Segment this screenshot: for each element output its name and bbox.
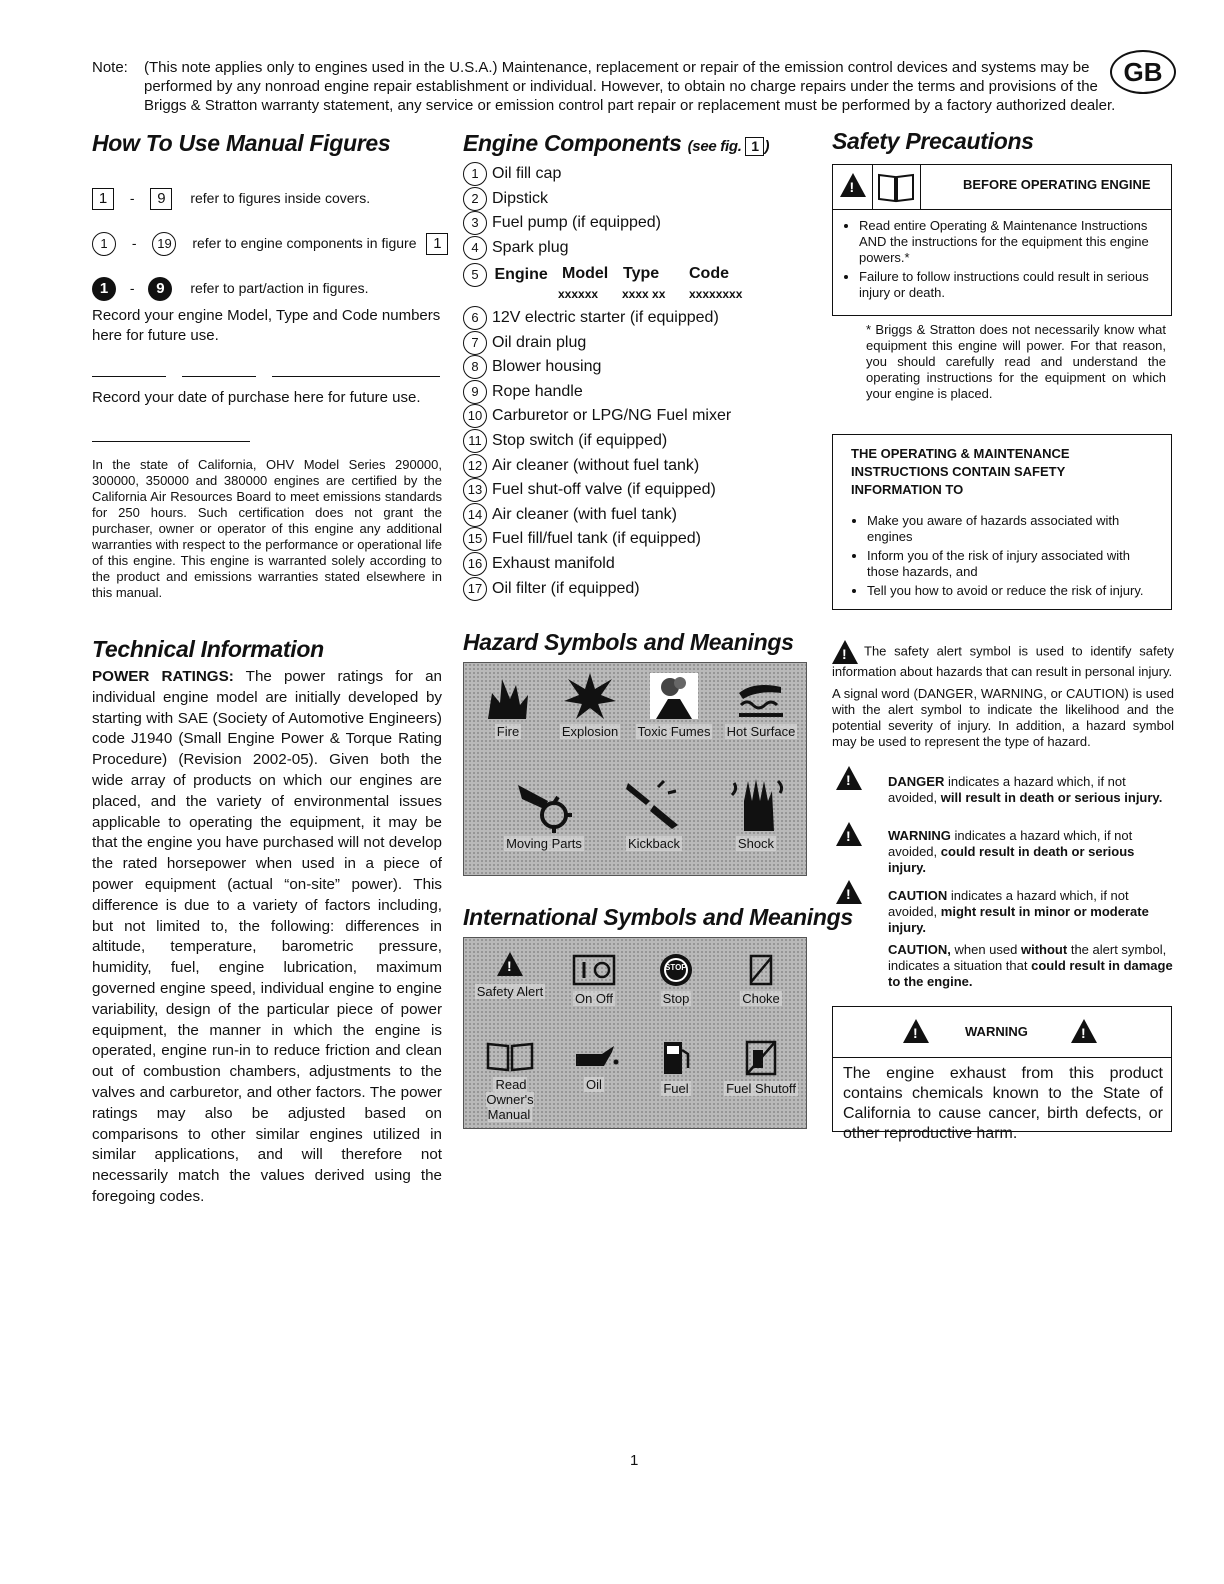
list-item: 16 Exhaust manifold [463,552,731,577]
list-item: 12 Air cleaner (without fuel tank) [463,454,731,479]
fuel-shutoff-symbol: Fuel Shutoff [720,1038,802,1096]
list-item: • Read entire Operating & Maintenance Instructions AND the instructions for the equipment this engine powers.* [859,218,1161,266]
hazard-title: Hazard Symbols and Meanings [463,629,794,655]
fire-icon [480,671,536,721]
choke-symbol: Choke [720,952,802,1006]
hot-surface-icon [733,671,789,721]
international-symbols-panel [463,937,807,1129]
circled-number-icon: 1 [92,232,116,256]
safety-alert-icon [836,766,862,790]
toxic-fumes-icon [646,671,702,721]
california-certification: In the state of California, OHV Model Series 290000, 300000, 350000 and 380000 engines are certified by the California Air Resources Board to meet emissions standards for 250 hours. Such certification does not grant the purchaser, owner or operator of this engine any additional warranties with respect to the performance or operational life of this engine. This engine is warranted solely according to the product and emissions warranties stated elsewhere in this manual. [92,457,442,600]
caution-no-symbol-text: CAUTION, when used without the alert symbol, indicates a situation that could result in damage to the engine. [888,942,1173,989]
choke-icon [741,952,781,988]
before-operating-list [845,218,1161,301]
how-to-title: How To Use Manual Figures [92,130,391,156]
safety-alert-icon [836,822,862,846]
moving-parts-icon [514,775,574,833]
book-icon [873,165,919,209]
page-number: 1 [630,1452,639,1469]
caution-alert [836,880,862,904]
list-item: • Inform you of the risk of injury associated with those hazards, and [867,548,1161,580]
list-item: 14 Air cleaner (with fuel tank) [463,503,731,528]
how-to-row-figures: 1 - 9 refer to figures inside covers. [92,188,370,210]
explosion-icon [562,671,618,721]
safety-alert-icon [832,640,858,664]
instructions-list [867,513,1161,599]
model-blank [92,376,166,377]
type-blank [182,376,256,377]
safety-alert-icon [1071,1019,1097,1043]
figure-box-icon: 1 [92,188,114,210]
intl-title: International Symbols and Meanings [463,904,853,930]
moving-parts-symbol: Moving Parts [494,775,594,851]
stop-symbol: STOP Stop [636,952,716,1006]
read-manual-symbol: Read Owner's Manual [470,1038,550,1122]
list-item: 8 Blower housing [463,355,731,380]
safety-alert-icon [497,952,523,976]
list-item: • Make you aware of hazards associated with engines [867,513,1161,545]
safety-alert-symbol: ! Safety Alert [470,952,550,999]
black-circled-number-icon: 1 [92,277,116,301]
danger-text: DANGER indicates a hazard which, if not avoided, will result in death or serious injury. [888,774,1163,805]
list-item: 11 Stop switch (if equipped) [463,429,731,454]
book-icon [484,1038,536,1074]
figure-box-icon: 9 [150,188,172,210]
safety-alert-icon [836,880,862,904]
instructions-heading: THE OPERATING & MAINTENANCE INSTRUCTIONS CONTAIN SAFETY INFORMATION TO [851,446,1070,497]
record-date-text: Record your date of purchase here for future use. [92,389,421,406]
warning-alert [836,822,862,846]
warning-text: WARNING indicates a hazard which, if not avoided, could result in death or serious injury. [888,828,1135,875]
fuel-shutoff-icon [741,1038,781,1078]
signal-word-text: A signal word (DANGER, WARNING, or CAUTION) is used with the alert symbol to indicate the likelihood and the potential severity of injury. In addition, a hazard symbol may be used to represent the type of hazard. [832,686,1174,749]
components-title: Engine Components (see fig. 1 ) [463,130,770,156]
note-text: (This note applies only to engines used in the U.S.A.) Maintenance, replacement or repair of the emission control devices and systems may be performed by any nonroad engine repair establishment or individual. However, to obtain no charge repairs under the terms and provisions of the Briggs & Stratton warranty statement, any service or emission control part repair or replacement must be performed by a factory authorized dealer. [144,59,1116,114]
note-label: Note: [92,59,128,76]
engine-row: 5 Engine Model Type Code xxxxxx xxxx xx xxxxxxxx [463,263,548,287]
us-note [92,58,1122,115]
safety-title: Safety Precautions [832,128,1034,154]
language-badge: GB [1110,50,1176,94]
list-item: • Tell you how to avoid or reduce the risk of injury. [867,583,1161,599]
on-off-symbol: On Off [554,952,634,1006]
figure-box-icon: 1 [426,233,448,255]
black-circled-number-icon: 9 [148,277,172,301]
list-item: 10 Carburetor or LPG/NG Fuel mixer [463,404,731,429]
shock-symbol: Shock [708,775,804,851]
circled-number-icon: 19 [152,232,176,256]
list-item: 3 Fuel pump (if equipped) [463,211,661,236]
fuel-symbol: Fuel [636,1038,716,1096]
components-list-b [463,306,731,601]
danger-alert [836,766,862,790]
briggs-footnote: * Briggs & Stratton does not necessarily know what equipment this engine will power. For that reason, you should carefully read and understand the operating instructions for the equipment on which your engine is placed. [866,322,1166,401]
caution-text: CAUTION indicates a hazard which, if not avoided, might result in minor or moderate injury. [888,888,1149,935]
record-model-text: Record your engine Model, Type and Code numbers here for future use. [92,307,441,344]
fire-symbol: Fire [468,671,548,739]
list-item: 6 12V electric starter (if equipped) [463,306,731,331]
hot-surface-symbol: Hot Surface [720,671,802,739]
instructions-box [832,434,1172,610]
date-blank [92,441,250,442]
list-item: 9 Rope handle [463,380,731,405]
on-off-icon [568,952,620,988]
power-ratings-body: The power ratings for an individual engine model are initially developed by starting with SAE (Society of Automotive Engineers) code J1940 (Small Engine Power & Torque Rating Procedure) (Revision 2002-05). Given both the wide array of products on which our engines are placed, and the variety of environmental issues applicable to operating the equipment, it may be that the engine you have purchased will not develop the rated horsepower when used in a piece of power equipment (actual “on-site” power). This difference is due to a variety of factors including, but not limited to, the following: differences in altitude, temperature, barometric pressure, humidity, fuel, engine lubrication, maximum governed engine speed, individual engine to engine variability, design of the particular piece of power equipment, the manner in which the engine is operated, engine run-in to reduce friction and clean out of combustion chambers, adjustments to the valves and carburetor, and other factors. The power ratings may also be adjusted based on comparisons to other similar engines utilized in similar applications, and will therefore not necessarily match the values derived using the foregoing codes. [92,668,442,1205]
kickback-icon [624,775,684,833]
oil-can-icon [568,1038,620,1074]
technical-text [92,667,442,1208]
components-list-a [463,162,661,260]
power-ratings-label: POWER RATINGS: [92,668,234,685]
before-operating-box [832,164,1172,316]
technical-title: Technical Information [92,636,324,662]
california-warning-text: The engine exhaust from this product contains chemicals known to the State of California to cause cancer, birth defects, or other reproductive harm. [843,1065,1163,1142]
explosion-symbol: Explosion [550,671,630,739]
oil-symbol: Oil [554,1038,634,1092]
before-operating-heading: BEFORE OPERATING ENGINE [963,177,1151,192]
hazard-symbols-panel [463,662,807,876]
how-to-row-parts: 1 - 9 refer to part/action in figures. [92,277,369,301]
list-item: 2 Dipstick [463,187,661,212]
list-item: 4 Spark plug [463,236,661,261]
list-item: 13 Fuel shut-off valve (if equipped) [463,478,731,503]
alert-symbol-text: !The safety alert symbol is used to identify safety information about hazards that can result in personal injury. [832,640,1174,680]
california-warning-box [832,1006,1172,1142]
fuel-pump-icon [656,1038,696,1078]
list-item: 1 Oil fill cap [463,162,661,187]
toxic-fumes-symbol: Toxic Fumes [634,671,714,739]
safety-alert-icon [840,173,866,197]
kickback-symbol: Kickback [604,775,704,851]
code-blank [272,376,440,377]
list-item: 15 Fuel fill/fuel tank (if equipped) [463,527,731,552]
shock-icon [726,775,786,833]
warning-heading: WARNING [965,1024,1028,1039]
safety-alert-icon [903,1019,929,1043]
list-item: 7 Oil drain plug [463,331,731,356]
how-to-row-components: 1 - 19 refer to engine components in figure 1 [92,232,448,256]
list-item: • Failure to follow instructions could result in serious injury or death. [859,269,1161,301]
list-item: 17 Oil filter (if equipped) [463,577,731,602]
